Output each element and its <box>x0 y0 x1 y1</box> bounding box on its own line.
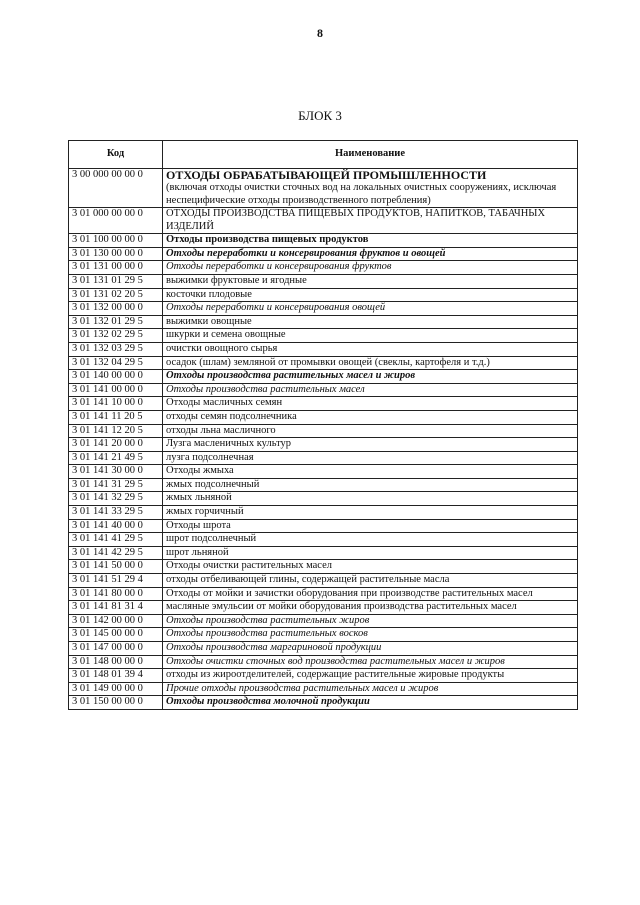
row-code: 3 01 141 21 49 5 <box>69 451 163 465</box>
row-name: жмых горчичный <box>163 506 578 520</box>
waste-code-table <box>68 140 578 710</box>
table-row <box>69 329 578 343</box>
row-name: жмых подсолнечный <box>163 478 578 492</box>
row-name: очистки овощного сырья <box>163 342 578 356</box>
row-code: 3 01 141 20 00 0 <box>69 438 163 452</box>
row-name: Отходы производства растительных масел <box>163 383 578 397</box>
row-name: Отходы производства растительных жиров <box>163 614 578 628</box>
row-name <box>163 169 578 208</box>
row-code: 3 01 141 81 31 4 <box>69 601 163 615</box>
row-name: Отходы очистки сточных вод производства растительных масел и жиров <box>163 655 578 669</box>
table-row <box>69 506 578 520</box>
row-code: 3 01 148 01 39 4 <box>69 669 163 683</box>
row-name: отходы из жироотделителей, содержащие растительные жировые продукты <box>163 669 578 683</box>
block-title: БЛОК 3 <box>298 108 342 123</box>
row-name: Отходы переработки и консервирования фруктов и овощей <box>163 247 578 261</box>
row-name-main: ОТХОДЫ ОБРАБАТЫВАЮЩЕЙ ПРОМЫШЛЕННОСТИ <box>166 168 487 182</box>
table-row <box>69 519 578 533</box>
table-row <box>69 574 578 588</box>
table-row <box>69 274 578 288</box>
row-code: 3 01 142 00 00 0 <box>69 614 163 628</box>
row-code: 3 01 141 51 29 4 <box>69 574 163 588</box>
table-row <box>69 424 578 438</box>
row-code: 3 01 141 42 29 5 <box>69 546 163 560</box>
page-number: 8 <box>317 26 323 40</box>
row-name: отходы отбеливающей глины, содержащей растительные масла <box>163 574 578 588</box>
row-name: Прочие отходы производства растительных масел и жиров <box>163 682 578 696</box>
row-code: 3 01 141 80 00 0 <box>69 587 163 601</box>
row-name-note: (включая отходы очистки сточных вод на локальных очистных сооружениях, исключая неспецифические отходы производственного потребления) <box>166 182 557 206</box>
row-code: 3 01 140 00 00 0 <box>69 370 163 384</box>
row-name: Отходы переработки и консервирования фруктов <box>163 261 578 275</box>
table-row <box>69 451 578 465</box>
row-name: косточки плодовые <box>163 288 578 302</box>
row-code: 3 01 131 02 20 5 <box>69 288 163 302</box>
row-code: 3 01 141 33 29 5 <box>69 506 163 520</box>
row-code: 3 01 132 03 29 5 <box>69 342 163 356</box>
table-row <box>69 696 578 710</box>
row-name: отходы семян подсолнечника <box>163 410 578 424</box>
row-code: 3 01 141 10 00 0 <box>69 397 163 411</box>
row-code: 3 01 141 31 29 5 <box>69 478 163 492</box>
row-code: 3 01 132 01 29 5 <box>69 315 163 329</box>
row-code: 3 01 150 00 00 0 <box>69 696 163 710</box>
table-row <box>69 655 578 669</box>
table-row <box>69 533 578 547</box>
row-code: 3 01 000 00 00 0 <box>69 208 163 234</box>
table-row <box>69 587 578 601</box>
table-row <box>69 628 578 642</box>
row-name: Отходы шрота <box>163 519 578 533</box>
table-row <box>69 342 578 356</box>
table-row <box>69 682 578 696</box>
table-row <box>69 356 578 370</box>
row-code: 3 01 148 00 00 0 <box>69 655 163 669</box>
row-name: Отходы производства растительных восков <box>163 628 578 642</box>
row-name: Лузга масленичных культур <box>163 438 578 452</box>
row-code: 3 01 130 00 00 0 <box>69 247 163 261</box>
table-row <box>69 410 578 424</box>
row-code: 3 01 141 32 29 5 <box>69 492 163 506</box>
table-row <box>69 601 578 615</box>
row-name: Отходы от мойки и зачистки оборудования при производстве растительных масел <box>163 587 578 601</box>
table-row <box>69 492 578 506</box>
table-header-row <box>69 141 578 169</box>
row-name: Отходы производства маргариновой продукции <box>163 642 578 656</box>
table-row <box>69 438 578 452</box>
row-code: 3 01 141 40 00 0 <box>69 519 163 533</box>
row-name: выжимки овощные <box>163 315 578 329</box>
table-row <box>69 560 578 574</box>
table-row <box>69 247 578 261</box>
row-name: выжимки фруктовые и ягодные <box>163 274 578 288</box>
row-code: 3 01 100 00 00 0 <box>69 234 163 248</box>
row-name: Отходы переработки и консервирования овощей <box>163 302 578 316</box>
table-row <box>69 302 578 316</box>
row-code: 3 01 131 01 29 5 <box>69 274 163 288</box>
table-row <box>69 465 578 479</box>
table-row <box>69 546 578 560</box>
table-row <box>69 315 578 329</box>
row-name: масляные эмульсии от мойки оборудования производства растительных масел <box>163 601 578 615</box>
table-row <box>69 642 578 656</box>
table-row <box>69 478 578 492</box>
table-row <box>69 288 578 302</box>
table-row <box>69 614 578 628</box>
row-code: 3 01 141 11 20 5 <box>69 410 163 424</box>
table-row <box>69 397 578 411</box>
table-row <box>69 669 578 683</box>
table-row <box>69 208 578 234</box>
row-name: осадок (шлам) земляной от промывки овощей (свеклы, картофеля и т.д.) <box>163 356 578 370</box>
row-code: 3 01 149 00 00 0 <box>69 682 163 696</box>
row-name: ОТХОДЫ ПРОИЗВОДСТВА ПИЩЕВЫХ ПРОДУКТОВ, НАПИТКОВ, ТАБАЧНЫХ ИЗДЕЛИЙ <box>163 208 578 234</box>
table-row <box>69 234 578 248</box>
row-name: Отходы масличных семян <box>163 397 578 411</box>
row-code: 3 01 147 00 00 0 <box>69 642 163 656</box>
row-name: Отходы производства молочной продукции <box>163 696 578 710</box>
row-name: шкурки и семена овощные <box>163 329 578 343</box>
row-name: шрот подсолнечный <box>163 533 578 547</box>
row-name: Отходы жмыха <box>163 465 578 479</box>
row-code: 3 01 132 02 29 5 <box>69 329 163 343</box>
row-name: отходы льна масличного <box>163 424 578 438</box>
table-row <box>69 383 578 397</box>
row-name: Отходы производства растительных масел и жиров <box>163 370 578 384</box>
row-code: 3 01 141 50 00 0 <box>69 560 163 574</box>
row-name: шрот льняной <box>163 546 578 560</box>
table-row <box>69 370 578 384</box>
header-code: Код <box>69 141 163 169</box>
row-name: Отходы производства пищевых продуктов <box>163 234 578 248</box>
row-code: 3 01 131 00 00 0 <box>69 261 163 275</box>
row-name: жмых льняной <box>163 492 578 506</box>
row-name: Отходы очистки растительных масел <box>163 560 578 574</box>
row-code: 3 00 000 00 00 0 <box>69 169 163 208</box>
row-code: 3 01 145 00 00 0 <box>69 628 163 642</box>
row-name: лузга подсолнечная <box>163 451 578 465</box>
row-code: 3 01 132 04 29 5 <box>69 356 163 370</box>
table-row <box>69 169 578 208</box>
row-code: 3 01 141 12 20 5 <box>69 424 163 438</box>
row-code: 3 01 141 41 29 5 <box>69 533 163 547</box>
row-code: 3 01 141 00 00 0 <box>69 383 163 397</box>
header-name: Наименование <box>163 141 578 169</box>
row-code: 3 01 141 30 00 0 <box>69 465 163 479</box>
row-code: 3 01 132 00 00 0 <box>69 302 163 316</box>
table-row <box>69 261 578 275</box>
